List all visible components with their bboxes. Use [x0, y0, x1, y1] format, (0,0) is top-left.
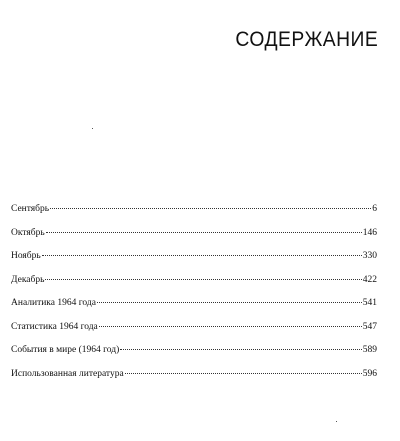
- toc-dot-leader: [99, 326, 362, 327]
- toc-entry-label: Октябрь: [11, 227, 45, 238]
- toc-entry-label: Использованная литература: [11, 368, 124, 379]
- toc-dot-leader: [120, 349, 361, 350]
- toc-entry-page: 541: [362, 298, 377, 308]
- toc-entry-label: События в мире (1964 год): [11, 345, 120, 355]
- table-of-contents: [11, 203, 377, 391]
- toc-entry-page: 422: [362, 274, 377, 285]
- toc-entry-label: Сентябрь: [11, 204, 50, 214]
- toc-entry-page: 146: [362, 227, 377, 238]
- toc-dot-leader: [45, 279, 361, 280]
- toc-dot-leader: [46, 232, 362, 233]
- toc-entry-analytics[interactable]: [11, 297, 377, 321]
- toc-entry-page: 330: [362, 251, 377, 261]
- toc-entry-page: 6: [372, 204, 377, 214]
- toc-dot-leader: [50, 208, 371, 209]
- toc-dot-leader: [125, 373, 362, 374]
- toc-entry-label: Аналитика 1964 года: [11, 298, 96, 308]
- toc-entry-october[interactable]: [11, 227, 377, 251]
- toc-entry-page: 589: [362, 345, 377, 355]
- toc-entry-page: 547: [362, 321, 377, 332]
- toc-entry-label: Ноябрь: [11, 251, 41, 261]
- toc-dot-leader: [42, 255, 362, 256]
- toc-entry-page: 596: [362, 368, 377, 379]
- toc-entry-december[interactable]: [11, 274, 377, 298]
- toc-entry-world-events[interactable]: [11, 344, 377, 368]
- toc-entry-september[interactable]: [11, 203, 377, 227]
- scan-speck: [336, 421, 337, 422]
- toc-entry-november[interactable]: [11, 250, 377, 274]
- toc-dot-leader: [97, 302, 362, 303]
- toc-entry-label: Декабрь: [11, 274, 45, 285]
- toc-entry-literature[interactable]: [11, 368, 377, 392]
- toc-entry-label: Статистика 1964 года: [11, 321, 98, 332]
- toc-entry-statistics[interactable]: [11, 321, 377, 345]
- page-title: СОДЕРЖАНИЕ: [235, 28, 378, 51]
- scan-speck: [92, 128, 93, 129]
